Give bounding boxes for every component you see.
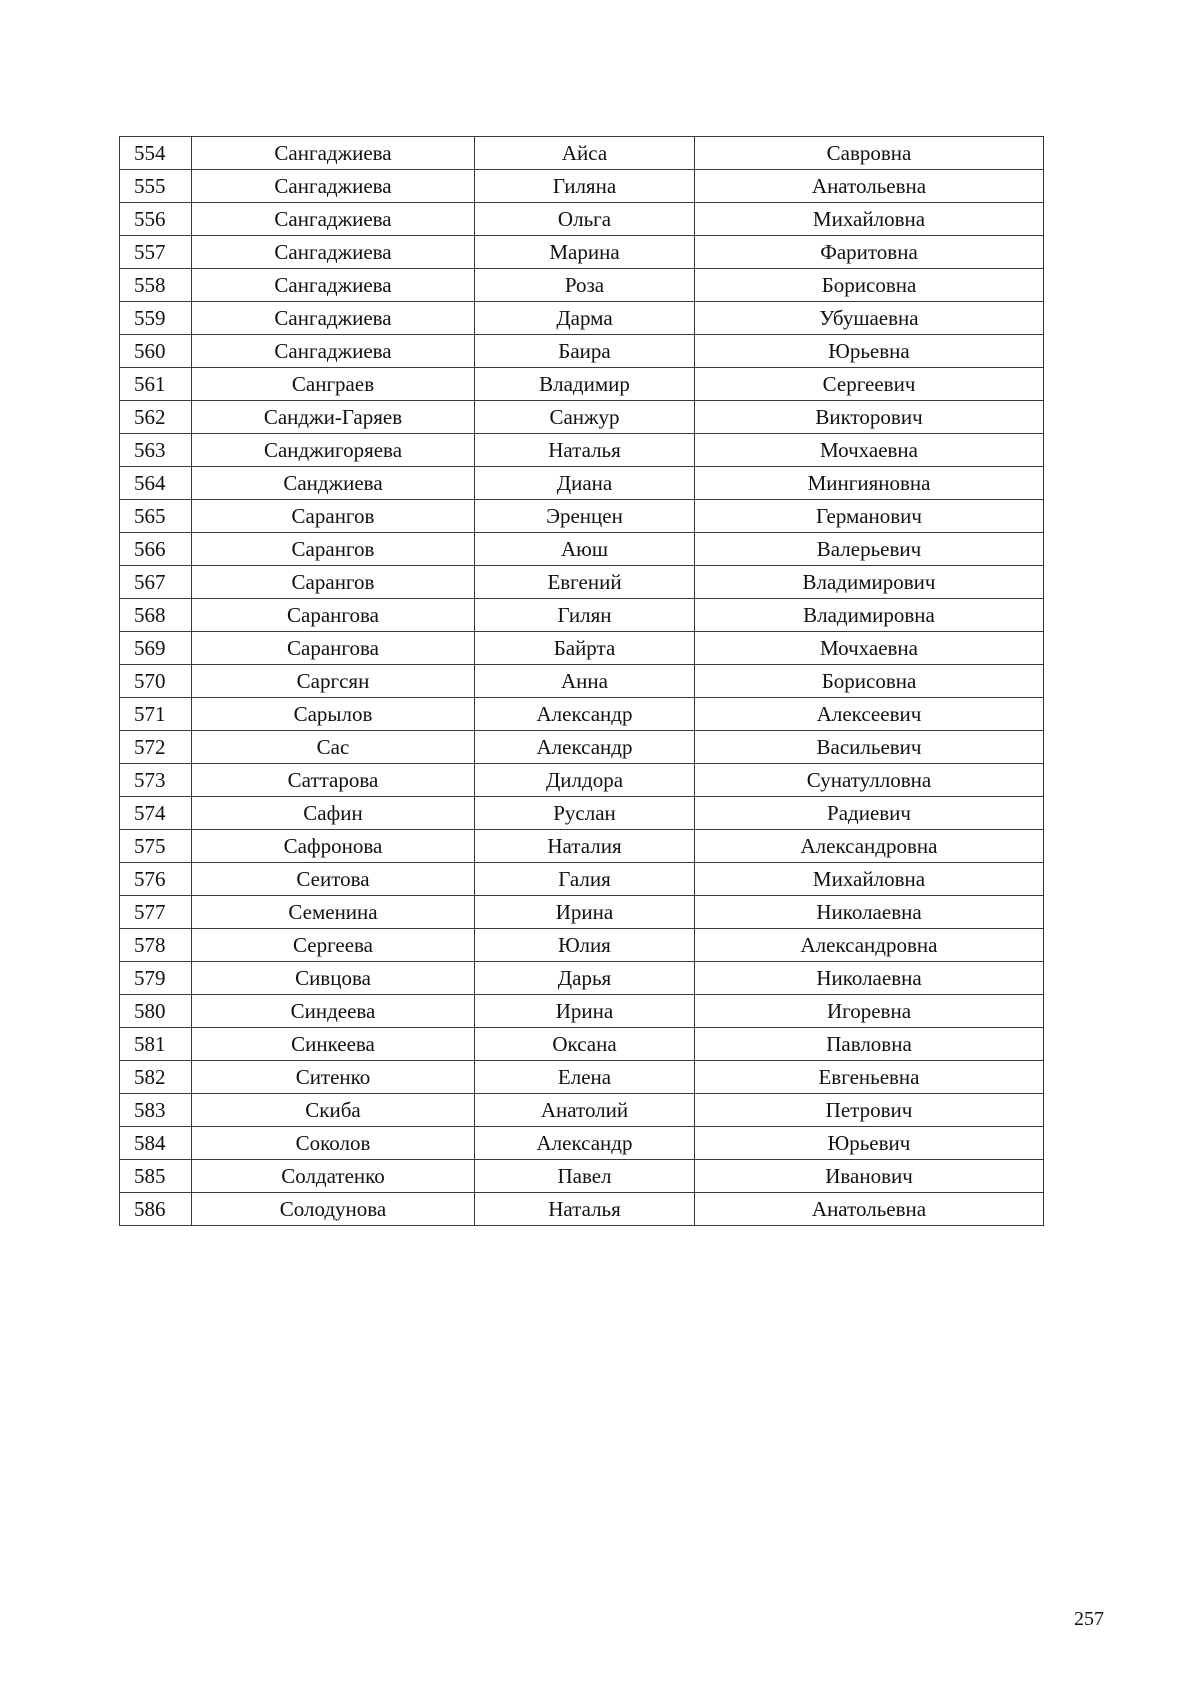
last-name-cell: Сарангов — [192, 566, 475, 599]
first-name-cell: Елена — [475, 1061, 695, 1094]
page-number: 257 — [1074, 1608, 1104, 1630]
patronymic-cell: Игоревна — [695, 995, 1044, 1028]
last-name-cell: Ситенко — [192, 1061, 475, 1094]
last-name-cell: Солодунова — [192, 1193, 475, 1226]
patronymic-cell: Владимирович — [695, 566, 1044, 599]
table-row — [120, 401, 1044, 434]
table-row — [120, 599, 1044, 632]
row-number-cell: 572 — [120, 731, 192, 764]
patronymic-cell: Мочхаевна — [695, 632, 1044, 665]
last-name-cell: Сарылов — [192, 698, 475, 731]
table-row — [120, 137, 1044, 170]
row-number-cell: 582 — [120, 1061, 192, 1094]
last-name-cell: Сангаджиева — [192, 236, 475, 269]
table-row — [120, 302, 1044, 335]
table-row — [120, 962, 1044, 995]
row-number-cell: 577 — [120, 896, 192, 929]
last-name-cell: Санджиева — [192, 467, 475, 500]
table-row — [120, 500, 1044, 533]
table-row — [120, 1193, 1044, 1226]
row-number-cell: 560 — [120, 335, 192, 368]
first-name-cell: Роза — [475, 269, 695, 302]
last-name-cell: Сарангова — [192, 632, 475, 665]
first-name-cell: Владимир — [475, 368, 695, 401]
table-row — [120, 632, 1044, 665]
patronymic-cell: Михайловна — [695, 203, 1044, 236]
last-name-cell: Сангаджиева — [192, 170, 475, 203]
first-name-cell: Марина — [475, 236, 695, 269]
row-number-cell: 563 — [120, 434, 192, 467]
last-name-cell: Сангаджиева — [192, 302, 475, 335]
patronymic-cell: Анатольевна — [695, 1193, 1044, 1226]
first-name-cell: Александр — [475, 1127, 695, 1160]
row-number-cell: 555 — [120, 170, 192, 203]
patronymic-cell: Мочхаевна — [695, 434, 1044, 467]
patronymic-cell: Юрьевич — [695, 1127, 1044, 1160]
row-number-cell: 574 — [120, 797, 192, 830]
patronymic-cell: Мингияновна — [695, 467, 1044, 500]
first-name-cell: Евгений — [475, 566, 695, 599]
patronymic-cell: Германович — [695, 500, 1044, 533]
last-name-cell: Сарангов — [192, 500, 475, 533]
row-number-cell: 583 — [120, 1094, 192, 1127]
row-number-cell: 568 — [120, 599, 192, 632]
table-row — [120, 665, 1044, 698]
table-row — [120, 1061, 1044, 1094]
last-name-cell: Скиба — [192, 1094, 475, 1127]
table-row — [120, 203, 1044, 236]
first-name-cell: Дарма — [475, 302, 695, 335]
first-name-cell: Павел — [475, 1160, 695, 1193]
table-row — [120, 764, 1044, 797]
row-number-cell: 561 — [120, 368, 192, 401]
row-number-cell: 567 — [120, 566, 192, 599]
patronymic-cell: Савровна — [695, 137, 1044, 170]
first-name-cell: Байрта — [475, 632, 695, 665]
first-name-cell: Дарья — [475, 962, 695, 995]
first-name-cell: Ольга — [475, 203, 695, 236]
row-number-cell: 575 — [120, 830, 192, 863]
table-row — [120, 797, 1044, 830]
patronymic-cell: Петрович — [695, 1094, 1044, 1127]
row-number-cell: 580 — [120, 995, 192, 1028]
first-name-cell: Аюш — [475, 533, 695, 566]
table-row — [120, 566, 1044, 599]
first-name-cell: Наталья — [475, 1193, 695, 1226]
patronymic-cell: Александровна — [695, 830, 1044, 863]
last-name-cell: Сеитова — [192, 863, 475, 896]
patronymic-cell: Николаевна — [695, 962, 1044, 995]
row-number-cell: 566 — [120, 533, 192, 566]
table-row — [120, 1094, 1044, 1127]
table-row — [120, 434, 1044, 467]
table-row — [120, 1028, 1044, 1061]
first-name-cell: Анна — [475, 665, 695, 698]
first-name-cell: Руслан — [475, 797, 695, 830]
last-name-cell: Семенина — [192, 896, 475, 929]
row-number-cell: 556 — [120, 203, 192, 236]
patronymic-cell: Александровна — [695, 929, 1044, 962]
table-row — [120, 929, 1044, 962]
first-name-cell: Диана — [475, 467, 695, 500]
row-number-cell: 562 — [120, 401, 192, 434]
first-name-cell: Гилян — [475, 599, 695, 632]
patronymic-cell: Евгеньевна — [695, 1061, 1044, 1094]
patronymic-cell: Сунатулловна — [695, 764, 1044, 797]
patronymic-cell: Викторович — [695, 401, 1044, 434]
table-row — [120, 698, 1044, 731]
table-row — [120, 236, 1044, 269]
last-name-cell: Сангаджиева — [192, 269, 475, 302]
patronymic-cell: Николаевна — [695, 896, 1044, 929]
row-number-cell: 584 — [120, 1127, 192, 1160]
last-name-cell: Сангаджиева — [192, 335, 475, 368]
table-row — [120, 368, 1044, 401]
row-number-cell: 557 — [120, 236, 192, 269]
last-name-cell: Санджигоряева — [192, 434, 475, 467]
last-name-cell: Сивцова — [192, 962, 475, 995]
last-name-cell: Солдатенко — [192, 1160, 475, 1193]
last-name-cell: Сафин — [192, 797, 475, 830]
first-name-cell: Наталия — [475, 830, 695, 863]
row-number-cell: 578 — [120, 929, 192, 962]
first-name-cell: Дилдора — [475, 764, 695, 797]
patronymic-cell: Борисовна — [695, 665, 1044, 698]
names-table — [119, 136, 1044, 1226]
patronymic-cell: Павловна — [695, 1028, 1044, 1061]
patronymic-cell: Валерьевич — [695, 533, 1044, 566]
last-name-cell: Санджи-Гаряев — [192, 401, 475, 434]
patronymic-cell: Михайловна — [695, 863, 1044, 896]
table-row — [120, 1160, 1044, 1193]
first-name-cell: Анатолий — [475, 1094, 695, 1127]
table-row — [120, 269, 1044, 302]
table-row — [120, 995, 1044, 1028]
first-name-cell: Галия — [475, 863, 695, 896]
last-name-cell: Саттарова — [192, 764, 475, 797]
last-name-cell: Сарангов — [192, 533, 475, 566]
table-row — [120, 533, 1044, 566]
table-row — [120, 863, 1044, 896]
row-number-cell: 558 — [120, 269, 192, 302]
first-name-cell: Оксана — [475, 1028, 695, 1061]
patronymic-cell: Алексеевич — [695, 698, 1044, 731]
patronymic-cell: Сергеевич — [695, 368, 1044, 401]
row-number-cell: 564 — [120, 467, 192, 500]
patronymic-cell: Васильевич — [695, 731, 1044, 764]
row-number-cell: 570 — [120, 665, 192, 698]
first-name-cell: Александр — [475, 698, 695, 731]
patronymic-cell: Борисовна — [695, 269, 1044, 302]
last-name-cell: Соколов — [192, 1127, 475, 1160]
patronymic-cell: Юрьевна — [695, 335, 1044, 368]
row-number-cell: 581 — [120, 1028, 192, 1061]
last-name-cell: Сангаджиева — [192, 137, 475, 170]
last-name-cell: Сафронова — [192, 830, 475, 863]
last-name-cell: Сангаджиева — [192, 203, 475, 236]
row-number-cell: 559 — [120, 302, 192, 335]
table-row — [120, 170, 1044, 203]
row-number-cell: 579 — [120, 962, 192, 995]
first-name-cell: Александр — [475, 731, 695, 764]
table-row — [120, 467, 1044, 500]
first-name-cell: Баира — [475, 335, 695, 368]
first-name-cell: Гиляна — [475, 170, 695, 203]
names-table-body — [120, 137, 1044, 1226]
row-number-cell: 586 — [120, 1193, 192, 1226]
last-name-cell: Синкеева — [192, 1028, 475, 1061]
first-name-cell: Ирина — [475, 995, 695, 1028]
last-name-cell: Сас — [192, 731, 475, 764]
patronymic-cell: Фаритовна — [695, 236, 1044, 269]
first-name-cell: Эренцен — [475, 500, 695, 533]
table-row — [120, 896, 1044, 929]
last-name-cell: Сарангова — [192, 599, 475, 632]
table-row — [120, 335, 1044, 368]
last-name-cell: Саргсян — [192, 665, 475, 698]
patronymic-cell: Анатольевна — [695, 170, 1044, 203]
table-row — [120, 1127, 1044, 1160]
first-name-cell: Санжур — [475, 401, 695, 434]
first-name-cell: Айса — [475, 137, 695, 170]
first-name-cell: Наталья — [475, 434, 695, 467]
first-name-cell: Юлия — [475, 929, 695, 962]
last-name-cell: Сергеева — [192, 929, 475, 962]
row-number-cell: 573 — [120, 764, 192, 797]
first-name-cell: Ирина — [475, 896, 695, 929]
patronymic-cell: Иванович — [695, 1160, 1044, 1193]
row-number-cell: 569 — [120, 632, 192, 665]
row-number-cell: 554 — [120, 137, 192, 170]
table-row — [120, 830, 1044, 863]
row-number-cell: 576 — [120, 863, 192, 896]
row-number-cell: 585 — [120, 1160, 192, 1193]
row-number-cell: 565 — [120, 500, 192, 533]
last-name-cell: Синдеева — [192, 995, 475, 1028]
row-number-cell: 571 — [120, 698, 192, 731]
patronymic-cell: Радиевич — [695, 797, 1044, 830]
table-row — [120, 731, 1044, 764]
patronymic-cell: Убушаевна — [695, 302, 1044, 335]
patronymic-cell: Владимировна — [695, 599, 1044, 632]
last-name-cell: Санграев — [192, 368, 475, 401]
